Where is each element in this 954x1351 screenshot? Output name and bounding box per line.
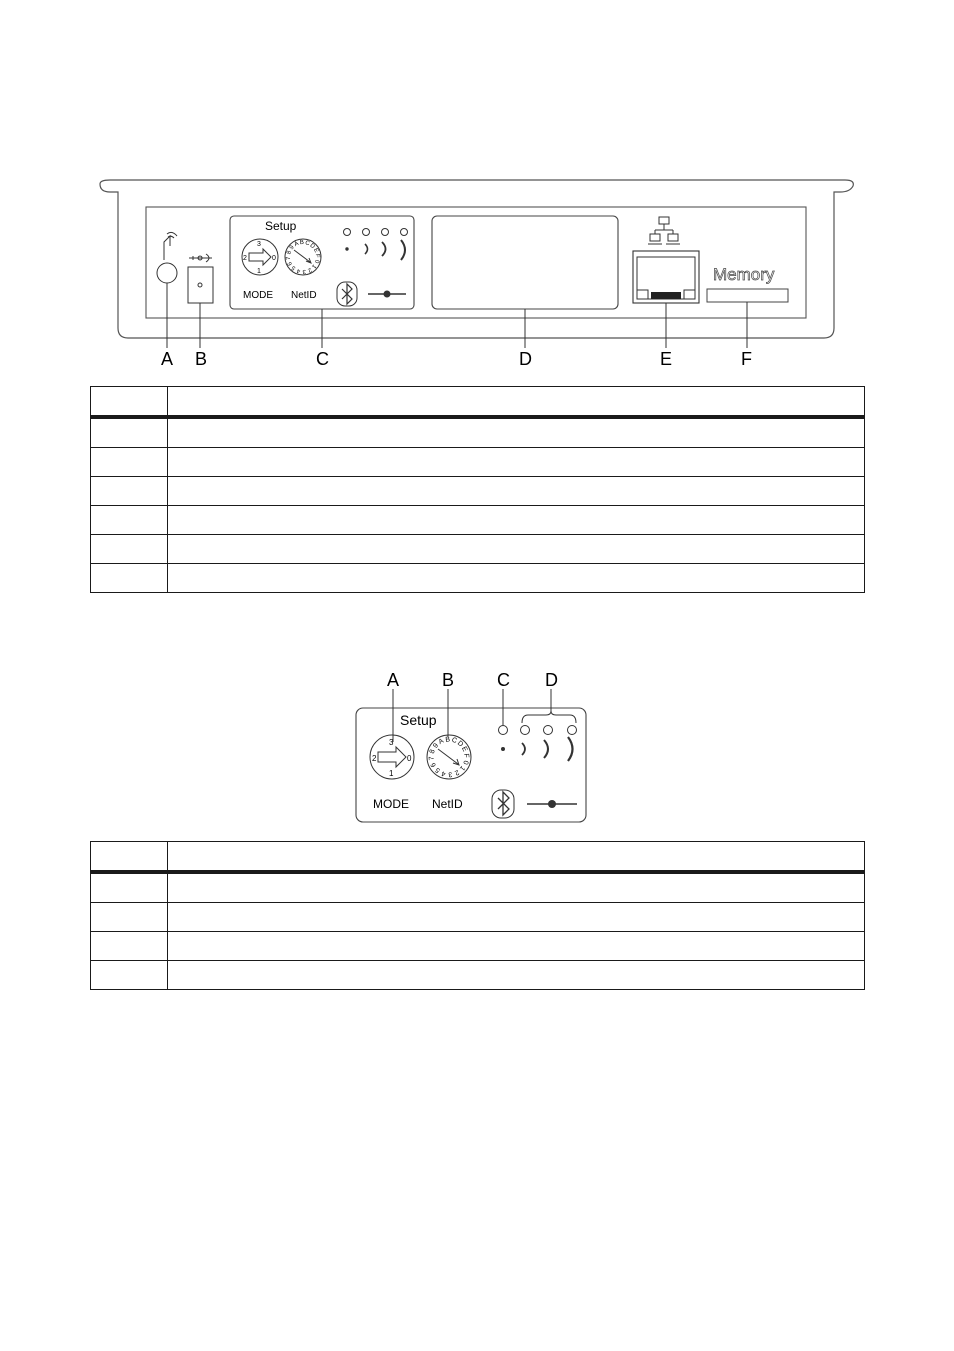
mode-digit-0: 0 [407,754,412,763]
dot-icon [502,748,505,751]
netid-digit: 1 [457,764,466,772]
callout-c: C [316,349,329,369]
callout-f: F [741,349,752,369]
netid-digit: E [459,745,469,753]
netid-label: NetID [432,797,463,811]
mode-digit-3: 3 [389,738,394,747]
mode-rotary-switch[interactable] [242,239,278,275]
mode-digit-2: 2 [243,255,247,262]
table-row [91,932,865,961]
callout-a: A [161,349,174,369]
table-cell [91,872,168,903]
netid-digit: B [445,736,451,744]
table-row [91,564,865,593]
mode-rotary-switch[interactable] [370,735,414,779]
netid-rotary-switch[interactable] [427,735,471,779]
table-cell [91,932,168,961]
signal-led-3 [568,726,577,735]
bluetooth-icon [337,282,357,306]
signal-led-2 [544,726,553,735]
callout-d: D [519,349,532,369]
netid-rotary-switch[interactable] [285,239,321,275]
mode-digit-0: 0 [272,255,276,262]
netid-digit: 2 [453,768,461,777]
table-header-cell [168,387,865,418]
bluetooth-range-icon [368,291,406,298]
table-row [91,506,865,535]
signal-small-icon [522,743,525,755]
setup-label: Setup [265,219,297,233]
netid-digit: 7 [428,756,436,761]
netid-digit: 2 [306,266,313,273]
callout-e: E [660,349,673,369]
callout-labels [161,349,752,369]
memory-label: Memory [713,265,775,284]
netid-digit: 6 [429,761,438,769]
netid-digit: F [462,753,470,759]
table-cell [168,903,865,932]
device-legend-table [90,386,865,593]
signal-led-1 [521,726,530,735]
netid-digit: 5 [434,765,442,774]
netid-digit: A [437,737,445,747]
callout-d: D [545,670,558,690]
table-cell [168,872,865,903]
signal-small-icon [365,244,368,254]
callout-labels [387,670,558,690]
netid-digit: 4 [296,266,302,274]
antenna-icon [157,232,177,283]
netid-digit: 9 [289,244,296,252]
table-cell [168,506,865,535]
mode-digit-3: 3 [257,241,261,248]
table-cell [91,535,168,564]
netid-digit: E [311,247,320,254]
callout-a: A [387,670,400,690]
mode-label: MODE [243,290,273,301]
netid-digit: A [293,240,300,249]
table-cell [91,564,168,593]
table-row [91,872,865,903]
signal-large-icon [568,737,573,761]
netid-digit: 3 [302,267,307,275]
mode-digit-2: 2 [372,754,377,763]
netid-digit: C [450,736,458,745]
housing-outline [100,180,853,338]
signal-medium-icon [382,242,386,256]
table-header-cell [91,387,168,418]
table-cell [91,417,168,448]
netid-digit: 8 [286,250,294,256]
netid-digit: 6 [287,260,294,267]
table-header-cell [168,842,865,873]
power-connector-icon [188,254,213,303]
netid-digit: C [304,240,311,248]
mode-label: MODE [373,797,409,811]
table-row [91,535,865,564]
table-cell [91,903,168,932]
netid-digit: D [308,242,316,251]
bluetooth-range-icon [527,800,577,808]
netid-digit: B [299,239,305,247]
table-row [91,477,865,506]
netid-digit: D [455,739,465,749]
netid-digit: 9 [432,742,441,750]
table-header-cell [91,842,168,873]
table-header-row [91,387,865,418]
mode-digit-1: 1 [389,769,394,778]
netid-digit: 3 [448,770,453,778]
signal-medium-icon [544,740,548,758]
netid-digit: 5 [290,264,298,271]
netid-digit: 0 [461,759,470,766]
table-cell [168,932,865,961]
netid-digit: 0 [312,258,320,264]
device-panel-diagram [0,170,954,370]
mode-digit-1: 1 [257,268,261,275]
netid-label: NetID [291,290,317,301]
table-cell [91,961,168,990]
display-window [432,216,618,309]
table-cell [168,535,865,564]
signal-led-3 [401,229,408,236]
callout-c: C [497,670,510,690]
table-cell [91,477,168,506]
signal-large-icon [401,240,405,260]
network-icon [648,217,680,244]
table-row [91,961,865,990]
table-row [91,417,865,448]
table-cell [168,448,865,477]
netid-digit: 4 [440,769,447,778]
setup-legend-table [90,841,865,990]
netid-digit: 8 [428,748,437,755]
status-led-group [344,229,408,261]
setup-label: Setup [400,712,437,728]
bluetooth-icon [492,790,514,818]
status-led-group [499,726,577,762]
callout-b: B [442,670,455,690]
status-led [344,229,351,236]
dot-icon [346,248,348,250]
setup-panel-diagram [0,665,954,830]
ethernet-port[interactable] [633,251,699,303]
table-cell [91,448,168,477]
signal-led-1 [363,229,370,236]
table-cell [91,506,168,535]
table-row [91,448,865,477]
table-cell [168,961,865,990]
netid-digit: 7 [285,256,293,261]
table-header-row [91,842,865,873]
signal-led-2 [382,229,389,236]
callout-b: B [195,349,208,369]
table-row [91,903,865,932]
netid-digit: 1 [310,262,317,270]
netid-digit: F [313,253,321,258]
table-cell [168,417,865,448]
table-cell [168,564,865,593]
table-cell [168,477,865,506]
memory-card-slot[interactable] [707,289,788,302]
status-led [499,726,508,735]
